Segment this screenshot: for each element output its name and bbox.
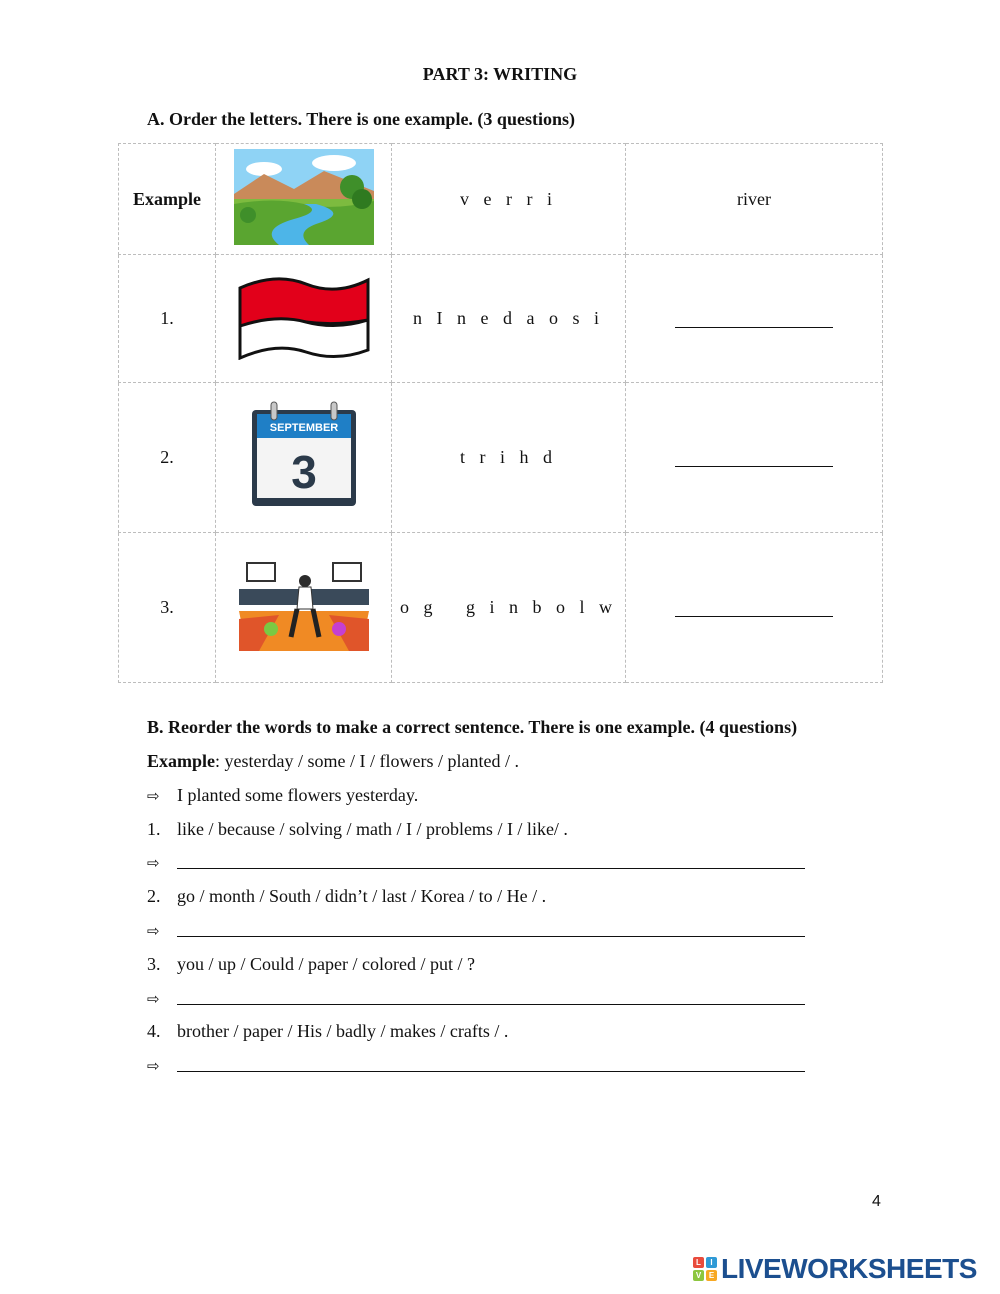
- calendar-month: SEPTEMBER: [269, 422, 338, 434]
- row-label: 3.: [119, 533, 216, 683]
- answer-row: [147, 852, 805, 873]
- answer-line[interactable]: [675, 602, 833, 617]
- scrambled-letters: n I n e d a o s i: [392, 255, 626, 383]
- row-label: 2.: [119, 383, 216, 533]
- question-number: 1.: [147, 819, 161, 839]
- calendar-icon: [249, 400, 359, 510]
- scrambled-letters: o g g i n b o l w: [392, 533, 626, 683]
- example-answer-line: [147, 785, 418, 806]
- question-line: [147, 886, 546, 907]
- order-letters-table: [118, 143, 883, 683]
- section-b-title: B. Reorder the words to make a correct sentence. There is one example. (4 questions): [147, 717, 798, 737]
- logo-letter: E: [706, 1270, 717, 1281]
- example-answer: I planted some flowers yesterday.: [177, 785, 419, 805]
- answer-line[interactable]: [177, 926, 805, 937]
- example-line: [147, 751, 519, 772]
- scrambled-letters: v e r r i: [392, 144, 626, 255]
- question-line: [147, 819, 568, 840]
- bowling-image: [216, 533, 392, 683]
- answer-row: [147, 920, 805, 941]
- arrow-icon: ⇨: [147, 1057, 160, 1075]
- answer-line[interactable]: [177, 994, 805, 1005]
- bowling-icon: [239, 559, 369, 651]
- question-number: 3.: [147, 954, 161, 974]
- answer-blank[interactable]: [626, 255, 883, 383]
- arrow-icon: ⇨: [147, 922, 160, 940]
- flag-image: [216, 255, 392, 383]
- page-number: 4: [872, 1193, 881, 1210]
- river-image: [216, 144, 392, 255]
- question-prompt: brother / paper / His / badly / makes / crafts / .: [177, 1021, 509, 1041]
- answer-blank[interactable]: [626, 383, 883, 533]
- logo-letter: V: [693, 1270, 704, 1281]
- table-row: [119, 383, 883, 533]
- question-number: 2.: [147, 886, 161, 906]
- row-label: 1.: [119, 255, 216, 383]
- question-line: [147, 1021, 508, 1042]
- example-answer: river: [626, 144, 883, 255]
- calendar-image: [216, 383, 392, 533]
- answer-row: [147, 988, 805, 1009]
- question-prompt: go / month / South / didn’t / last / Korea / to / He / .: [177, 886, 547, 906]
- arrow-icon: ⇨: [147, 787, 160, 805]
- answer-blank[interactable]: [626, 533, 883, 683]
- question-line: [147, 954, 475, 975]
- arrow-icon: ⇨: [147, 990, 160, 1008]
- logo-letter: L: [693, 1257, 704, 1268]
- logo-mark-icon: [693, 1257, 717, 1281]
- answer-line[interactable]: [177, 858, 805, 869]
- question-number: 4.: [147, 1021, 161, 1041]
- table-row: [119, 533, 883, 683]
- river-landscape-icon: [234, 149, 374, 245]
- part-title: PART 3: WRITING: [422, 64, 578, 84]
- answer-line[interactable]: [675, 452, 833, 467]
- arrow-icon: ⇨: [147, 854, 160, 872]
- example-prompt: : yesterday / some / I / flowers / planted / .: [215, 751, 519, 771]
- answer-line[interactable]: [675, 313, 833, 328]
- example-label: Example: [147, 751, 216, 771]
- row-label: Example: [119, 144, 216, 255]
- calendar-day: 3: [290, 446, 317, 498]
- logo-text: LIVEWORKSHEETS: [721, 1253, 977, 1284]
- logo-letter: I: [706, 1257, 717, 1268]
- answer-row: [147, 1055, 805, 1076]
- indonesia-flag-icon: [236, 272, 372, 360]
- section-a-title: A. Order the letters. There is one example. (3 questions): [147, 109, 575, 129]
- table-row: [119, 144, 883, 255]
- liveworksheets-logo[interactable]: [693, 1254, 977, 1284]
- table-row: [119, 255, 883, 383]
- scrambled-letters: t r i h d: [392, 383, 626, 533]
- answer-line[interactable]: [177, 1061, 805, 1072]
- question-prompt: you / up / Could / paper / colored / put / ?: [177, 954, 475, 974]
- question-prompt: like / because / solving / math / I / problems / I / like/ .: [177, 819, 568, 839]
